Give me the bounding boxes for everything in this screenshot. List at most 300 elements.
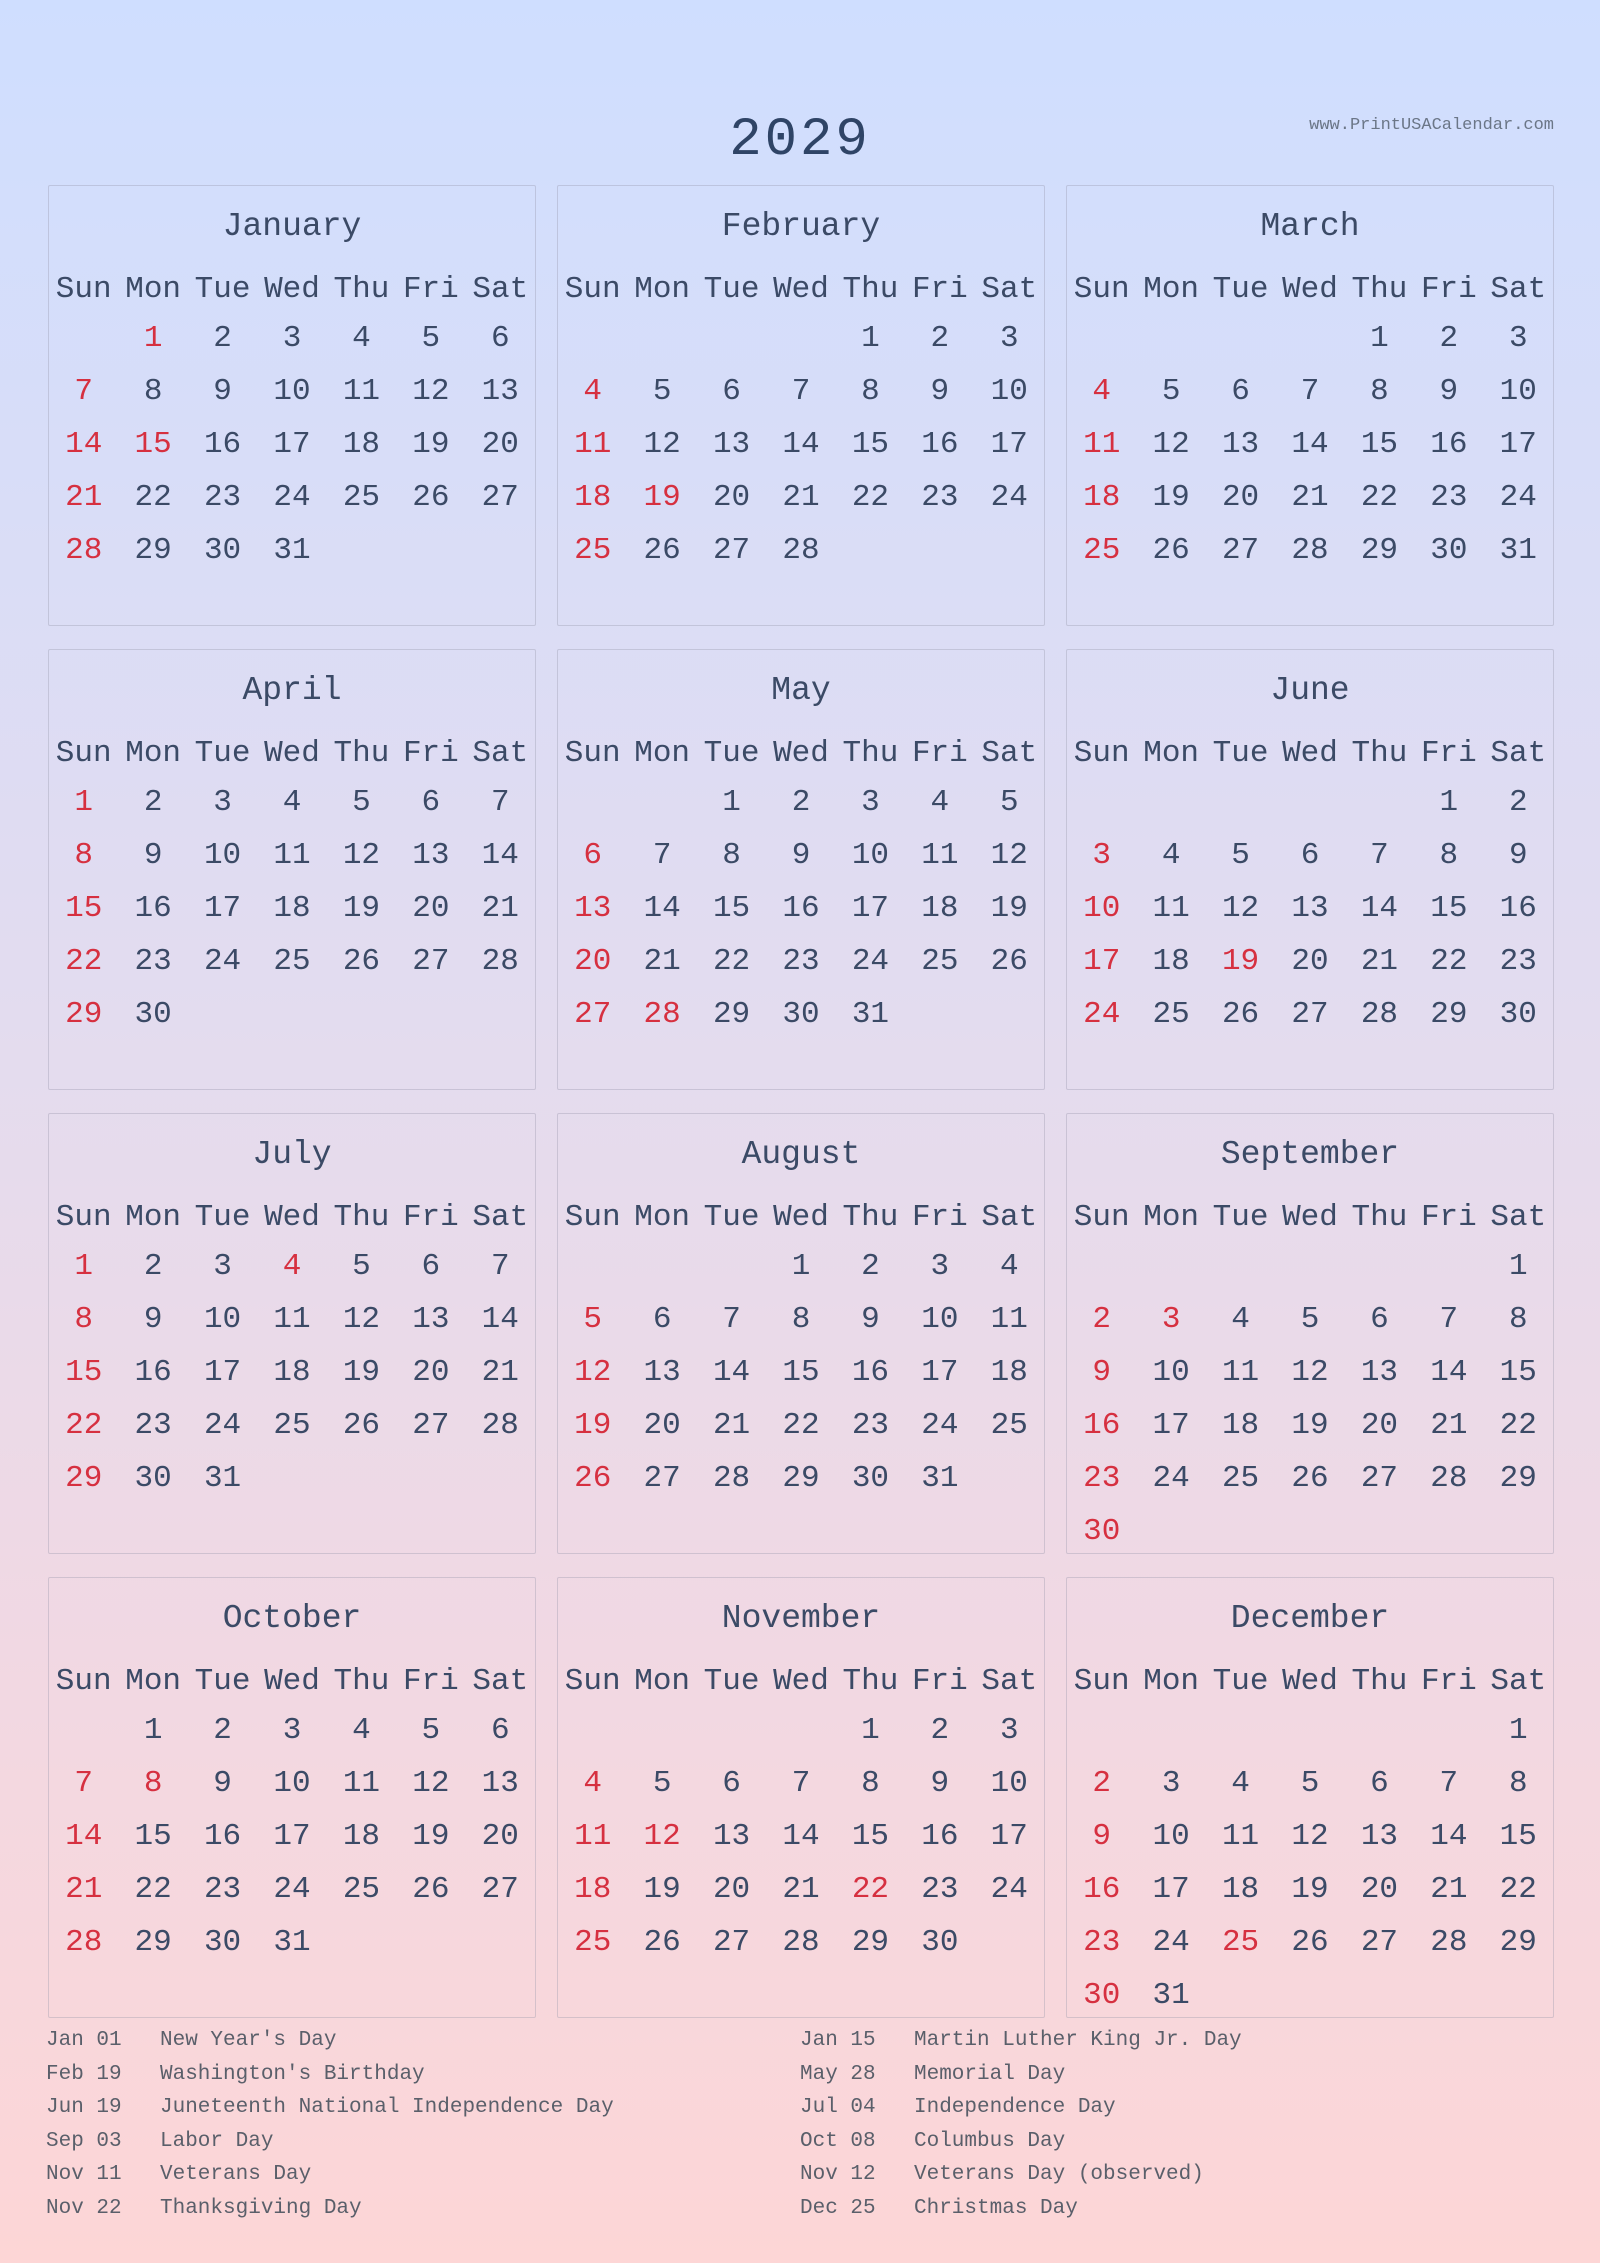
day-cell[interactable]: 2 [213, 1713, 232, 1748]
day-cell[interactable]: 13 [712, 427, 751, 462]
day-cell[interactable]: 1 [143, 321, 163, 356]
day-cell[interactable]: 24 [851, 944, 890, 979]
day-cell[interactable]: 10 [851, 838, 890, 873]
day-cell[interactable]: 23 [1083, 1925, 1121, 1960]
day-cell[interactable]: 21 [782, 480, 820, 515]
day-cell[interactable]: 24 [921, 1408, 959, 1443]
day-cell[interactable]: 31 [1499, 533, 1537, 568]
day-cell[interactable]: 30 [1083, 1978, 1121, 2013]
day-cell[interactable]: 10 [273, 1766, 311, 1801]
day-cell[interactable]: 5 [421, 321, 441, 356]
day-cell[interactable]: 18 [990, 1355, 1028, 1390]
day-cell[interactable]: 17 [273, 1819, 311, 1854]
day-cell[interactable]: 26 [643, 1925, 681, 1960]
day-cell[interactable]: 6 [1231, 374, 1250, 409]
day-cell[interactable]: 31 [851, 997, 890, 1032]
day-cell[interactable]: 11 [990, 1302, 1028, 1337]
day-cell[interactable]: 7 [652, 838, 672, 873]
day-cell[interactable]: 6 [421, 1249, 441, 1284]
day-cell[interactable]: 19 [1291, 1408, 1329, 1443]
day-cell[interactable]: 22 [1499, 1872, 1537, 1907]
day-cell[interactable]: 10 [1152, 1355, 1190, 1390]
day-cell[interactable]: 29 [1499, 1461, 1537, 1496]
day-cell[interactable]: 2 [861, 1249, 880, 1284]
day-cell[interactable]: 17 [851, 891, 890, 926]
day-cell[interactable]: 22 [712, 944, 751, 979]
day-cell[interactable]: 21 [782, 1872, 820, 1907]
day-cell[interactable]: 31 [273, 533, 311, 568]
day-cell[interactable]: 12 [412, 1766, 450, 1801]
day-cell[interactable]: 14 [65, 1819, 103, 1854]
day-cell[interactable]: 22 [1430, 944, 1468, 979]
day-cell[interactable]: 3 [1161, 1302, 1181, 1337]
day-cell[interactable]: 31 [1152, 1978, 1190, 2013]
day-cell[interactable]: 20 [574, 944, 612, 979]
day-cell[interactable]: 20 [1221, 480, 1260, 515]
day-cell[interactable]: 30 [134, 997, 172, 1032]
day-cell[interactable]: 9 [930, 374, 950, 409]
day-cell[interactable]: 22 [851, 1872, 890, 1907]
day-cell[interactable]: 26 [412, 480, 450, 515]
day-cell[interactable]: 11 [342, 374, 381, 409]
day-cell[interactable]: 16 [203, 427, 242, 462]
day-cell[interactable]: 5 [421, 1713, 441, 1748]
day-cell[interactable]: 6 [722, 1766, 741, 1801]
day-cell[interactable]: 5 [352, 1249, 371, 1284]
day-cell[interactable]: 17 [1152, 1408, 1190, 1443]
day-cell[interactable]: 17 [203, 1355, 242, 1390]
day-cell[interactable]: 15 [851, 427, 890, 462]
day-cell[interactable]: 16 [921, 1819, 959, 1854]
day-cell[interactable]: 31 [273, 1925, 311, 1960]
day-cell[interactable]: 23 [782, 944, 820, 979]
day-cell[interactable]: 18 [1083, 480, 1121, 515]
day-cell[interactable]: 26 [643, 533, 681, 568]
day-cell[interactable]: 13 [1360, 1355, 1399, 1390]
day-cell[interactable]: 3 [1161, 1766, 1181, 1801]
day-cell[interactable]: 25 [1152, 997, 1190, 1032]
day-cell[interactable]: 4 [930, 785, 950, 820]
day-cell[interactable]: 1 [1508, 1249, 1528, 1284]
day-cell[interactable]: 11 [342, 1766, 381, 1801]
day-cell[interactable]: 27 [481, 1872, 519, 1907]
day-cell[interactable]: 10 [1152, 1819, 1190, 1854]
day-cell[interactable]: 27 [481, 480, 519, 515]
day-cell[interactable]: 17 [1152, 1872, 1190, 1907]
day-cell[interactable]: 3 [1508, 321, 1528, 356]
day-cell[interactable]: 21 [712, 1408, 751, 1443]
day-cell[interactable]: 17 [1499, 427, 1537, 462]
day-cell[interactable]: 25 [1221, 1925, 1260, 1960]
day-cell[interactable]: 25 [273, 944, 311, 979]
day-cell[interactable]: 28 [65, 533, 103, 568]
day-cell[interactable]: 30 [1083, 1514, 1121, 1549]
day-cell[interactable]: 27 [712, 533, 751, 568]
day-cell[interactable]: 13 [643, 1355, 681, 1390]
day-cell[interactable]: 8 [1439, 838, 1459, 873]
day-cell[interactable]: 10 [1083, 891, 1121, 926]
day-cell[interactable]: 25 [1083, 533, 1121, 568]
day-cell[interactable]: 27 [643, 1461, 681, 1496]
day-cell[interactable]: 1 [722, 785, 741, 820]
day-cell[interactable]: 21 [1430, 1872, 1468, 1907]
day-cell[interactable]: 27 [412, 944, 450, 979]
day-cell[interactable]: 11 [574, 1819, 612, 1854]
day-cell[interactable]: 24 [203, 1408, 242, 1443]
day-cell[interactable]: 8 [143, 1766, 163, 1801]
day-cell[interactable]: 19 [643, 480, 681, 515]
day-cell[interactable]: 18 [273, 1355, 311, 1390]
day-cell[interactable]: 8 [1370, 374, 1389, 409]
day-cell[interactable]: 21 [65, 480, 103, 515]
day-cell[interactable]: 20 [712, 1872, 751, 1907]
day-cell[interactable]: 10 [990, 1766, 1028, 1801]
day-cell[interactable]: 20 [1291, 944, 1329, 979]
day-cell[interactable]: 28 [643, 997, 681, 1032]
day-cell[interactable]: 28 [481, 1408, 519, 1443]
day-cell[interactable]: 24 [273, 480, 311, 515]
day-cell[interactable]: 17 [990, 1819, 1028, 1854]
day-cell[interactable]: 15 [851, 1819, 890, 1854]
day-cell[interactable]: 12 [1221, 891, 1260, 926]
day-cell[interactable]: 18 [342, 1819, 381, 1854]
day-cell[interactable]: 5 [999, 785, 1019, 820]
day-cell[interactable]: 14 [782, 1819, 820, 1854]
day-cell[interactable]: 11 [1221, 1355, 1260, 1390]
day-cell[interactable]: 27 [1360, 1925, 1399, 1960]
day-cell[interactable]: 26 [1221, 997, 1260, 1032]
day-cell[interactable]: 29 [782, 1461, 820, 1496]
day-cell[interactable]: 30 [851, 1461, 890, 1496]
day-cell[interactable]: 5 [583, 1302, 603, 1337]
day-cell[interactable]: 14 [643, 891, 681, 926]
day-cell[interactable]: 22 [134, 480, 172, 515]
day-cell[interactable]: 4 [1231, 1766, 1250, 1801]
day-cell[interactable]: 20 [643, 1408, 681, 1443]
day-cell[interactable]: 10 [203, 1302, 242, 1337]
day-cell[interactable]: 14 [1430, 1819, 1468, 1854]
day-cell[interactable]: 2 [213, 321, 232, 356]
day-cell[interactable]: 16 [134, 891, 172, 926]
day-cell[interactable]: 28 [712, 1461, 751, 1496]
day-cell[interactable]: 26 [990, 944, 1028, 979]
day-cell[interactable]: 31 [203, 1461, 242, 1496]
day-cell[interactable]: 17 [990, 427, 1028, 462]
day-cell[interactable]: 28 [1430, 1925, 1468, 1960]
day-cell[interactable]: 28 [481, 944, 519, 979]
day-cell[interactable]: 19 [990, 891, 1028, 926]
day-cell[interactable]: 9 [1092, 1355, 1112, 1390]
day-cell[interactable]: 31 [921, 1461, 959, 1496]
day-cell[interactable]: 14 [1360, 891, 1399, 926]
day-cell[interactable]: 26 [1152, 533, 1190, 568]
day-cell[interactable]: 24 [1083, 997, 1121, 1032]
site-url[interactable]: www.PrintUSACalendar.com [1309, 116, 1554, 135]
day-cell[interactable]: 19 [342, 1355, 381, 1390]
day-cell[interactable]: 4 [282, 1249, 302, 1284]
day-cell[interactable]: 20 [1360, 1872, 1399, 1907]
day-cell[interactable]: 29 [65, 997, 103, 1032]
day-cell[interactable]: 8 [1508, 1766, 1528, 1801]
day-cell[interactable]: 20 [481, 427, 519, 462]
day-cell[interactable]: 14 [1291, 427, 1329, 462]
day-cell[interactable]: 3 [282, 321, 302, 356]
day-cell[interactable]: 4 [1161, 838, 1181, 873]
day-cell[interactable]: 22 [65, 1408, 103, 1443]
day-cell[interactable]: 19 [342, 891, 381, 926]
day-cell[interactable]: 24 [990, 480, 1028, 515]
day-cell[interactable]: 1 [861, 321, 880, 356]
day-cell[interactable]: 23 [1499, 944, 1537, 979]
day-cell[interactable]: 21 [1360, 944, 1399, 979]
day-cell[interactable]: 27 [574, 997, 612, 1032]
day-cell[interactable]: 6 [1300, 838, 1320, 873]
day-cell[interactable]: 11 [273, 838, 311, 873]
day-cell[interactable]: 5 [652, 374, 672, 409]
day-cell[interactable]: 15 [134, 427, 172, 462]
day-cell[interactable]: 25 [574, 1925, 612, 1960]
day-cell[interactable]: 12 [990, 838, 1028, 873]
day-cell[interactable]: 4 [352, 321, 371, 356]
day-cell[interactable]: 21 [1430, 1408, 1468, 1443]
day-cell[interactable]: 27 [412, 1408, 450, 1443]
day-cell[interactable]: 25 [342, 480, 381, 515]
day-cell[interactable]: 4 [282, 785, 302, 820]
day-cell[interactable]: 1 [791, 1249, 811, 1284]
day-cell[interactable]: 2 [1508, 785, 1528, 820]
day-cell[interactable]: 23 [1430, 480, 1468, 515]
day-cell[interactable]: 28 [65, 1925, 103, 1960]
day-cell[interactable]: 26 [412, 1872, 450, 1907]
day-cell[interactable]: 1 [74, 1249, 94, 1284]
day-cell[interactable]: 11 [273, 1302, 311, 1337]
day-cell[interactable]: 6 [1370, 1302, 1389, 1337]
day-cell[interactable]: 2 [1439, 321, 1459, 356]
day-cell[interactable]: 1 [1370, 321, 1389, 356]
day-cell[interactable]: 18 [574, 1872, 612, 1907]
day-cell[interactable]: 14 [481, 1302, 519, 1337]
day-cell[interactable]: 1 [861, 1713, 880, 1748]
day-cell[interactable]: 24 [1152, 1461, 1190, 1496]
day-cell[interactable]: 7 [791, 1766, 811, 1801]
day-cell[interactable]: 16 [1430, 427, 1468, 462]
day-cell[interactable]: 6 [490, 321, 510, 356]
day-cell[interactable]: 12 [342, 838, 381, 873]
day-cell[interactable]: 5 [1300, 1302, 1320, 1337]
day-cell[interactable]: 20 [481, 1819, 519, 1854]
day-cell[interactable]: 5 [352, 785, 371, 820]
day-cell[interactable]: 18 [921, 891, 959, 926]
day-cell[interactable]: 3 [930, 1249, 950, 1284]
day-cell[interactable]: 19 [1291, 1872, 1329, 1907]
day-cell[interactable]: 1 [1439, 785, 1459, 820]
day-cell[interactable]: 4 [1231, 1302, 1250, 1337]
day-cell[interactable]: 25 [342, 1872, 381, 1907]
day-cell[interactable]: 7 [490, 1249, 510, 1284]
day-cell[interactable]: 19 [1221, 944, 1260, 979]
day-cell[interactable]: 2 [930, 1713, 950, 1748]
day-cell[interactable]: 1 [74, 785, 94, 820]
day-cell[interactable]: 16 [921, 427, 959, 462]
day-cell[interactable]: 26 [342, 1408, 381, 1443]
day-cell[interactable]: 27 [1291, 997, 1329, 1032]
day-cell[interactable]: 13 [712, 1819, 751, 1854]
day-cell[interactable]: 9 [213, 374, 232, 409]
day-cell[interactable]: 22 [782, 1408, 820, 1443]
day-cell[interactable]: 16 [851, 1355, 890, 1390]
day-cell[interactable]: 16 [782, 891, 820, 926]
day-cell[interactable]: 12 [342, 1302, 381, 1337]
day-cell[interactable]: 29 [134, 533, 172, 568]
day-cell[interactable]: 28 [1430, 1461, 1468, 1496]
day-cell[interactable]: 8 [74, 1302, 94, 1337]
day-cell[interactable]: 16 [203, 1819, 242, 1854]
day-cell[interactable]: 6 [583, 838, 603, 873]
day-cell[interactable]: 13 [574, 891, 612, 926]
day-cell[interactable]: 13 [412, 838, 450, 873]
day-cell[interactable]: 29 [1360, 533, 1399, 568]
day-cell[interactable]: 6 [421, 785, 441, 820]
day-cell[interactable]: 13 [481, 374, 519, 409]
day-cell[interactable]: 9 [1439, 374, 1459, 409]
day-cell[interactable]: 8 [1508, 1302, 1528, 1337]
day-cell[interactable]: 15 [134, 1819, 172, 1854]
day-cell[interactable]: 17 [1083, 944, 1121, 979]
day-cell[interactable]: 4 [583, 374, 603, 409]
day-cell[interactable]: 9 [791, 838, 811, 873]
day-cell[interactable]: 5 [1300, 1766, 1320, 1801]
day-cell[interactable]: 14 [65, 427, 103, 462]
day-cell[interactable]: 8 [722, 838, 741, 873]
day-cell[interactable]: 21 [481, 891, 519, 926]
day-cell[interactable]: 10 [203, 838, 242, 873]
day-cell[interactable]: 29 [65, 1461, 103, 1496]
day-cell[interactable]: 16 [1083, 1408, 1121, 1443]
day-cell[interactable]: 30 [1430, 533, 1468, 568]
day-cell[interactable]: 26 [1291, 1925, 1329, 1960]
day-cell[interactable]: 13 [1360, 1819, 1399, 1854]
day-cell[interactable]: 15 [1430, 891, 1468, 926]
day-cell[interactable]: 19 [412, 1819, 450, 1854]
day-cell[interactable]: 24 [273, 1872, 311, 1907]
day-cell[interactable]: 18 [1152, 944, 1190, 979]
day-cell[interactable]: 11 [1221, 1819, 1260, 1854]
day-cell[interactable]: 23 [851, 1408, 890, 1443]
day-cell[interactable]: 1 [1508, 1713, 1528, 1748]
day-cell[interactable]: 23 [203, 1872, 242, 1907]
day-cell[interactable]: 2 [930, 321, 950, 356]
day-cell[interactable]: 29 [1499, 1925, 1537, 1960]
day-cell[interactable]: 20 [712, 480, 751, 515]
day-cell[interactable]: 19 [574, 1408, 612, 1443]
day-cell[interactable]: 23 [134, 944, 172, 979]
day-cell[interactable]: 6 [490, 1713, 510, 1748]
day-cell[interactable]: 4 [352, 1713, 371, 1748]
day-cell[interactable]: 24 [203, 944, 242, 979]
day-cell[interactable]: 6 [1370, 1766, 1389, 1801]
day-cell[interactable]: 2 [791, 785, 811, 820]
day-cell[interactable]: 9 [1092, 1819, 1112, 1854]
day-cell[interactable]: 20 [412, 1355, 450, 1390]
day-cell[interactable]: 16 [1083, 1872, 1121, 1907]
day-cell[interactable]: 9 [143, 1302, 163, 1337]
day-cell[interactable]: 13 [412, 1302, 450, 1337]
day-cell[interactable]: 23 [921, 480, 959, 515]
day-cell[interactable]: 28 [1291, 533, 1329, 568]
day-cell[interactable]: 22 [65, 944, 103, 979]
day-cell[interactable]: 12 [1291, 1355, 1329, 1390]
day-cell[interactable]: 2 [143, 1249, 163, 1284]
day-cell[interactable]: 21 [643, 944, 681, 979]
day-cell[interactable]: 8 [791, 1302, 811, 1337]
day-cell[interactable]: 9 [213, 1766, 232, 1801]
day-cell[interactable]: 6 [652, 1302, 672, 1337]
day-cell[interactable]: 15 [782, 1355, 820, 1390]
day-cell[interactable]: 26 [342, 944, 381, 979]
day-cell[interactable]: 23 [921, 1872, 959, 1907]
day-cell[interactable]: 3 [999, 1713, 1019, 1748]
day-cell[interactable]: 11 [574, 427, 612, 462]
day-cell[interactable]: 19 [643, 1872, 681, 1907]
day-cell[interactable]: 23 [203, 480, 242, 515]
day-cell[interactable]: 4 [1092, 374, 1112, 409]
day-cell[interactable]: 8 [74, 838, 94, 873]
day-cell[interactable]: 12 [574, 1355, 612, 1390]
day-cell[interactable]: 1 [143, 1713, 163, 1748]
day-cell[interactable]: 28 [1360, 997, 1399, 1032]
day-cell[interactable]: 11 [1152, 891, 1190, 926]
day-cell[interactable]: 2 [143, 785, 163, 820]
day-cell[interactable]: 30 [203, 1925, 242, 1960]
day-cell[interactable]: 16 [1499, 891, 1537, 926]
day-cell[interactable]: 16 [134, 1355, 172, 1390]
day-cell[interactable]: 30 [782, 997, 820, 1032]
day-cell[interactable]: 27 [1360, 1461, 1399, 1496]
day-cell[interactable]: 13 [481, 1766, 519, 1801]
day-cell[interactable]: 12 [643, 427, 681, 462]
day-cell[interactable]: 12 [1291, 1819, 1329, 1854]
day-cell[interactable]: 29 [134, 1925, 172, 1960]
day-cell[interactable]: 5 [1161, 374, 1181, 409]
day-cell[interactable]: 10 [273, 374, 311, 409]
day-cell[interactable]: 10 [921, 1302, 959, 1337]
day-cell[interactable]: 8 [861, 1766, 880, 1801]
day-cell[interactable]: 3 [213, 1249, 232, 1284]
day-cell[interactable]: 9 [143, 838, 163, 873]
day-cell[interactable]: 7 [74, 1766, 94, 1801]
day-cell[interactable]: 17 [273, 427, 311, 462]
day-cell[interactable]: 19 [412, 427, 450, 462]
day-cell[interactable]: 17 [203, 891, 242, 926]
day-cell[interactable]: 13 [1291, 891, 1329, 926]
day-cell[interactable]: 9 [930, 1766, 950, 1801]
day-cell[interactable]: 14 [481, 838, 519, 873]
day-cell[interactable]: 18 [273, 891, 311, 926]
day-cell[interactable]: 25 [1221, 1461, 1260, 1496]
day-cell[interactable]: 27 [712, 1925, 751, 1960]
day-cell[interactable]: 28 [782, 533, 820, 568]
day-cell[interactable]: 30 [1499, 997, 1537, 1032]
day-cell[interactable]: 14 [782, 427, 820, 462]
day-cell[interactable]: 18 [1221, 1408, 1260, 1443]
day-cell[interactable]: 3 [999, 321, 1019, 356]
day-cell[interactable]: 15 [1499, 1819, 1537, 1854]
day-cell[interactable]: 24 [1152, 1925, 1190, 1960]
day-cell[interactable]: 18 [574, 480, 612, 515]
day-cell[interactable]: 29 [712, 997, 751, 1032]
day-cell[interactable]: 12 [412, 374, 450, 409]
day-cell[interactable]: 25 [273, 1408, 311, 1443]
